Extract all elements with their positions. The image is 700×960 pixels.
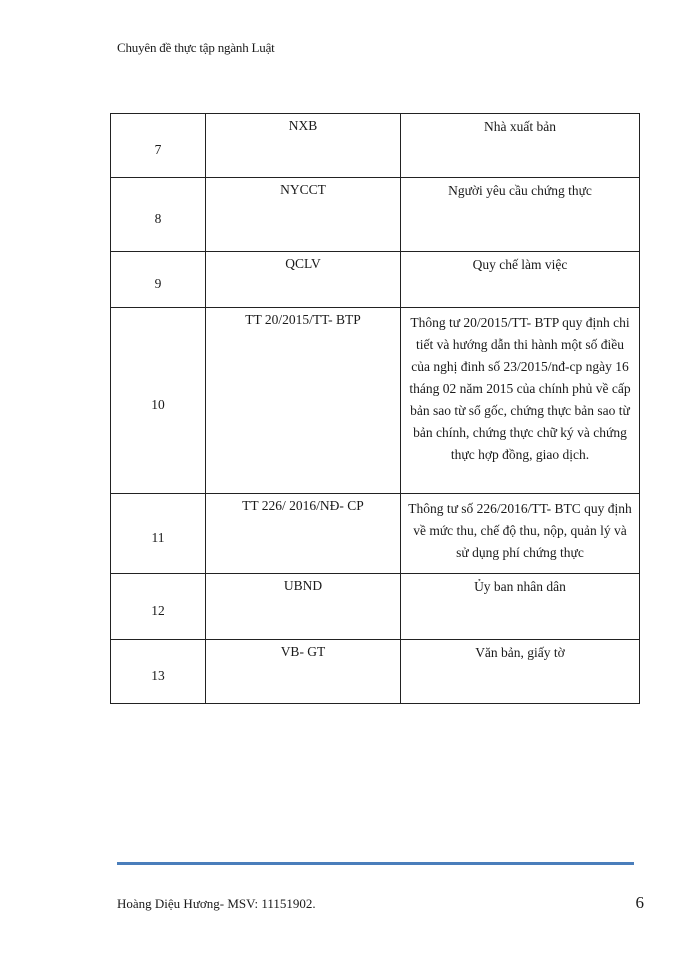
table-row: [111, 308, 640, 494]
footer-author: Hoàng Diệu Hương- MSV: 11151902.: [117, 896, 316, 911]
meaning: Quy chế làm việc: [401, 252, 640, 308]
meaning: Người yêu cầu chứng thực: [401, 178, 640, 252]
table-row: [111, 494, 640, 574]
abbreviation: NYCCT: [206, 178, 401, 252]
meaning: Thông tư 20/2015/TT- BTP quy định chi tiết và hướng dẫn thi hành một số điều của nghị đinh số 23/2015/nđ-cp ngày 16 tháng 02 năm 2015 của chính phủ về cấp bản sao từ sổ gốc, chứng thực bản sao từ bản chính, chứng thực chữ ký và chứng thực hợp đồng, giao dịch.: [401, 308, 640, 494]
meaning: Ủy ban nhân dân: [401, 574, 640, 640]
row-number: 11: [111, 494, 206, 574]
page-number: 6: [635, 893, 644, 912]
abbreviation: VB- GT: [206, 640, 401, 704]
row-number: 13: [111, 640, 206, 704]
table-row: [111, 252, 640, 308]
table-row: [111, 640, 640, 704]
abbreviation: UBND: [206, 574, 401, 640]
table-row: [111, 114, 640, 178]
page-header: Chuyên đề thực tập ngành Luật: [117, 40, 275, 55]
abbreviation-table: [110, 113, 640, 704]
footer-divider: [117, 862, 634, 865]
row-number: 10: [111, 308, 206, 494]
row-number: 12: [111, 574, 206, 640]
table-row: [111, 178, 640, 252]
meaning: Thông tư số 226/2016/TT- BTC quy định về mức thu, chế độ thu, nộp, quản lý và sử dụng phí chứng thực: [401, 494, 640, 574]
abbreviation: TT 20/2015/TT- BTP: [206, 308, 401, 494]
meaning: Nhà xuất bản: [401, 114, 640, 178]
meaning: Văn bản, giấy tờ: [401, 640, 640, 704]
table-row: [111, 574, 640, 640]
row-number: 9: [111, 252, 206, 308]
row-number: 7: [111, 114, 206, 178]
abbreviation: NXB: [206, 114, 401, 178]
abbreviation: TT 226/ 2016/NĐ- CP: [206, 494, 401, 574]
abbreviation: QCLV: [206, 252, 401, 308]
row-number: 8: [111, 178, 206, 252]
